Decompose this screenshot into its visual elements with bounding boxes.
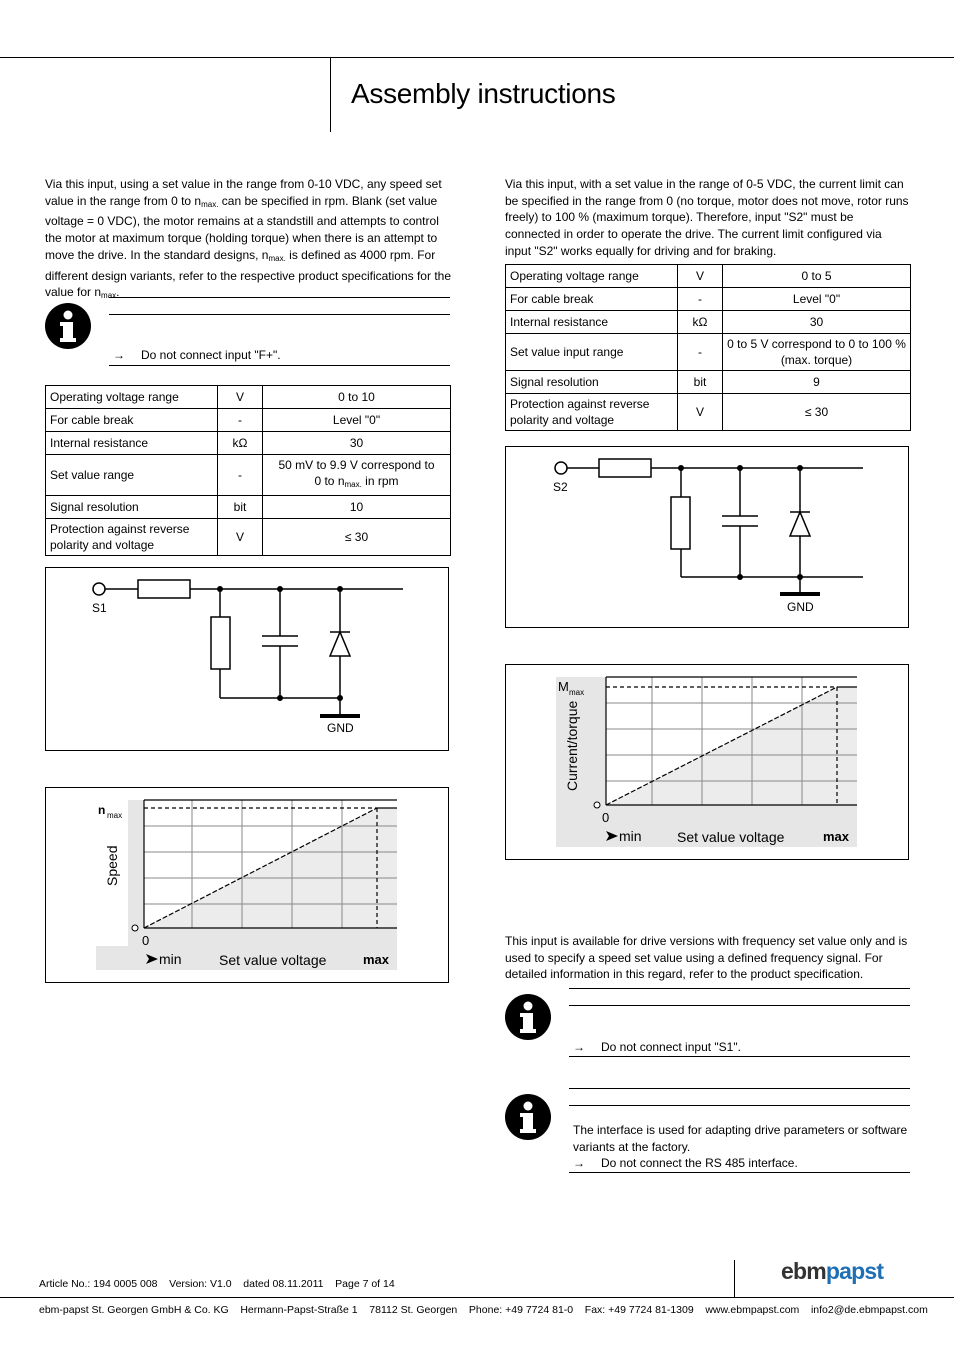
x-min-label: min [619, 828, 642, 844]
input-label-s1: S1 [92, 601, 107, 615]
current-limit-description: Via this input, with a set value in the range of 0-5 VDC, the current limit can be specified in the range from 0 (no torque, motor does not move, rotor runs freely) to 100 % (maximum torque). Therefore, input "S2" must be connected in order to operate the drive. The current limit configured via input "S2" works equally for driving and for braking. [505, 177, 909, 258]
table-row: Signal resolution bit 10 [46, 496, 451, 519]
table-row: Protection against reverse polarity and voltage V ≤ 30 [506, 394, 911, 431]
speed-input-description: Via this input, using a set value in the range from 0-10 VDC, any speed set value in the range from 0 to $n_{max.}$ can be specified in rpm. Blank (set value voltage = 0 VDC), the motor remains at a standstill and attempts to control the motor at maximum torque (holding torque) when there is an attempt to move the drive. In the standard designs, $n_{max.}$ is defined as 4000 rpm. For different design variants, refer to the respective product specifications for the value for $n_{max}$. [45, 177, 451, 301]
y-max-sub: max [569, 688, 585, 697]
speed-input-table [45, 385, 451, 556]
speed-input-circuit [45, 567, 449, 751]
x-axis-label: Set value voltage [219, 952, 327, 968]
table-row: Operating voltage range V 0 to 5 [506, 265, 911, 288]
frequency-input-description: This input is available for drive versions with frequency set value only and is used to specify a speed set value using a defined frequency signal. For detailed information in this regard, refer to the product specification. [505, 934, 908, 982]
y-axis-label: Speed [104, 845, 120, 886]
rs485-note-text: The interface is used for adapting drive parameters or software variants at the factory. [573, 1123, 908, 1154]
table-row: Protection against reverse polarity and voltage V ≤ 30 [46, 519, 451, 556]
y-max-label: M [558, 679, 569, 694]
info-icon [504, 993, 552, 1046]
header-divider [330, 57, 331, 132]
note-rule-bottom [109, 365, 450, 366]
note-rule-top [569, 1088, 910, 1089]
current-torque-graph [505, 664, 909, 860]
x-min-label: min [159, 951, 182, 967]
x-zero-label: 0 [142, 933, 150, 948]
note-rule-bottom [569, 1172, 910, 1173]
x-axis-label: Set value voltage [677, 829, 785, 845]
y-max-label: n [98, 803, 106, 817]
table-row: For cable break - Level "0" [506, 288, 911, 311]
ground-label: GND [787, 600, 814, 614]
table-row: Set value range - 50 mV to 9.9 V correspond to 0 to $n_{max.}$ in rpm [46, 455, 451, 496]
header-rule [0, 57, 954, 58]
info-icon [504, 1093, 552, 1146]
note-rule-second [569, 1005, 910, 1006]
ebmpapst-logo: ebmpapst [781, 1258, 884, 1284]
note-line: → Do not connect input "S1". [573, 1040, 741, 1054]
footer-rule [0, 1297, 954, 1298]
table-row: For cable break - Level "0" [46, 409, 451, 432]
current-limit-circuit [505, 446, 909, 628]
table-row: Signal resolution bit 9 [506, 371, 911, 394]
y-axis-label: Current/torque [564, 700, 580, 791]
ground-label: GND [327, 721, 354, 735]
info-icon [44, 302, 92, 355]
x-max-label: max [363, 952, 390, 967]
note-rule-second [109, 314, 450, 315]
current-limit-table [505, 264, 911, 431]
note-rule-bottom [569, 1056, 910, 1057]
article-info: Article No.: 194 0005 008 Version: V1.0 dated 08.11.2011 Page 7 of 14 [39, 1278, 395, 1290]
table-row: Operating voltage range V 0 to 10 [46, 386, 451, 409]
company-info: ebm-papst St. Georgen GmbH & Co. KG Hermann-Papst-Straße 1 78112 St. Georgen Phone: +49 7724 81-0 Fax: +49 7724 81-1309 www.ebmpapst.com info2@de.ebmpapst.com [39, 1304, 928, 1316]
note-rule-top [569, 988, 910, 989]
table-row: Internal resistance kΩ 30 [506, 311, 911, 334]
note-line: → Do not connect input "F+". [113, 348, 281, 362]
y-max-sub: max [107, 811, 123, 820]
note-line: → Do not connect the RS 485 interface. [573, 1156, 798, 1170]
page-title: Assembly instructions [351, 78, 616, 109]
x-max-label: max [823, 829, 850, 844]
x-zero-label: 0 [602, 810, 610, 825]
table-row: Set value input range - 0 to 5 V correspond to 0 to 100 % (max. torque) [506, 334, 911, 371]
speed-graph [45, 787, 449, 983]
footer-divider [734, 1260, 735, 1297]
note-rule-top [109, 297, 450, 298]
note-rule-second [569, 1105, 910, 1106]
input-label-s2: S2 [553, 480, 568, 494]
table-row: Internal resistance kΩ 30 [46, 432, 451, 455]
